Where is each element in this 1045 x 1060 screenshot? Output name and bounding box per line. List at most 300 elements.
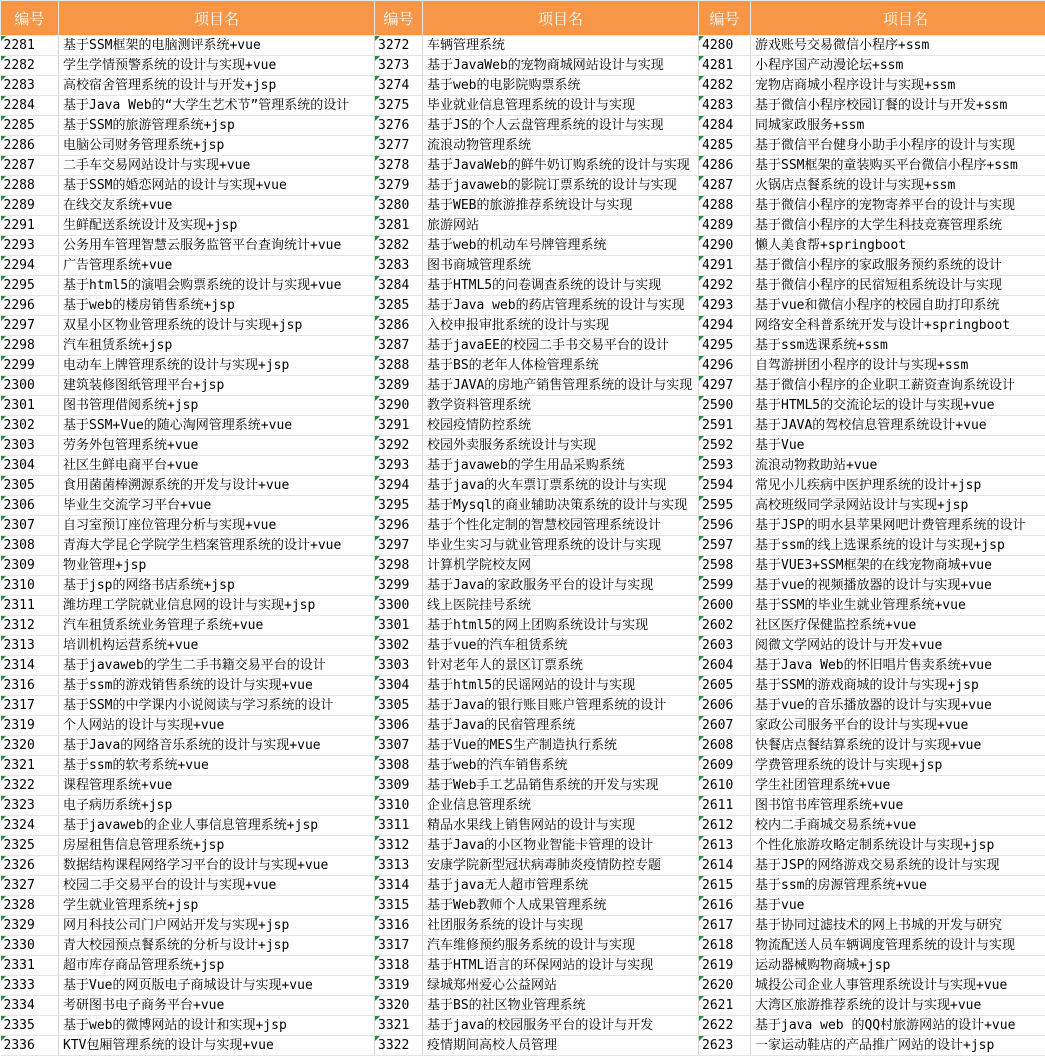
id-cell[interactable]: 2608 [699, 736, 751, 756]
project-name-cell[interactable]: 基于HTML语言的环保网站的设计与实现 [423, 956, 699, 976]
id-cell[interactable]: 4292 [699, 276, 751, 296]
id-cell[interactable]: 4286 [699, 156, 751, 176]
id-cell[interactable]: 2598 [699, 556, 751, 576]
id-cell[interactable]: 2284 [1, 96, 59, 116]
id-cell[interactable]: 2616 [699, 896, 751, 916]
project-name-cell[interactable]: 青大校园预点餐系统的分析与设计+jsp [59, 936, 375, 956]
project-name-cell[interactable]: 网月科技公司门户网站开发与实现+jsp [59, 916, 375, 936]
project-name-cell[interactable]: 基于vue [751, 896, 1045, 916]
id-cell[interactable]: 3306 [375, 716, 423, 736]
project-name-cell[interactable]: 超市库存商品管理系统+jsp [59, 956, 375, 976]
project-name-cell[interactable]: 基于SSM的毕业生就业管理系统+vue [751, 596, 1045, 616]
id-cell[interactable]: 2319 [1, 716, 59, 736]
id-cell[interactable]: 3310 [375, 796, 423, 816]
id-cell[interactable]: 2306 [1, 496, 59, 516]
project-name-cell[interactable]: 电子病历系统+jsp [59, 796, 375, 816]
project-name-cell[interactable]: 基于vue的汽车租赁系统 [423, 636, 699, 656]
project-name-cell[interactable]: 基于个性化定制的智慧校园管理系统设计 [423, 516, 699, 536]
id-cell[interactable]: 2297 [1, 316, 59, 336]
project-name-cell[interactable]: 基于Vue的网页版电子商城设计与实现+vue [59, 976, 375, 996]
id-cell[interactable]: 2329 [1, 916, 59, 936]
id-cell[interactable]: 3295 [375, 496, 423, 516]
id-cell[interactable]: 2289 [1, 196, 59, 216]
id-cell[interactable]: 2618 [699, 936, 751, 956]
project-name-cell[interactable]: 高校班级同学录网站设计与实现+jsp [751, 496, 1045, 516]
id-cell[interactable]: 2281 [1, 36, 59, 56]
id-cell[interactable]: 3272 [375, 36, 423, 56]
id-cell[interactable]: 2302 [1, 416, 59, 436]
project-name-cell[interactable]: 课程管理系统+vue [59, 776, 375, 796]
project-name-cell[interactable]: 火锅店点餐系统的设计与实现+ssm [751, 176, 1045, 196]
project-name-cell[interactable]: 基于javaweb的学生二手书籍交易平台的设计 [59, 656, 375, 676]
id-cell[interactable]: 3303 [375, 656, 423, 676]
id-cell[interactable]: 3318 [375, 956, 423, 976]
project-name-cell[interactable]: 运动器械购物商城+jsp [751, 956, 1045, 976]
project-name-cell[interactable]: 常见小儿疾病中医护理系统的设计+jsp [751, 476, 1045, 496]
project-name-cell[interactable]: 基于SSM的旅游管理系统+jsp [59, 116, 375, 136]
id-cell[interactable]: 4294 [699, 316, 751, 336]
id-cell[interactable]: 2623 [699, 1036, 751, 1056]
project-name-cell[interactable]: 懒人美食帮+springboot [751, 236, 1045, 256]
project-name-cell[interactable]: 基于Web手工艺品销售系统的开发与实现 [423, 776, 699, 796]
project-name-cell[interactable]: 精品水果线上销售网站的设计与实现 [423, 816, 699, 836]
project-name-cell[interactable]: 线上医院挂号系统 [423, 596, 699, 616]
id-cell[interactable]: 3274 [375, 76, 423, 96]
project-name-cell[interactable]: 基于Vue [751, 436, 1045, 456]
project-name-cell[interactable]: 劳务外包管理系统+vue [59, 436, 375, 456]
id-cell[interactable]: 3304 [375, 676, 423, 696]
project-name-cell[interactable]: 基于vue的音乐播放器的设计与实现+vue [751, 696, 1045, 716]
id-cell[interactable]: 3316 [375, 916, 423, 936]
project-name-cell[interactable]: 个人网站的设计与实现+vue [59, 716, 375, 736]
project-name-cell[interactable]: 基于javaweb的影院订票系统的设计与实现 [423, 176, 699, 196]
id-cell[interactable]: 3280 [375, 196, 423, 216]
project-name-cell[interactable]: 二手车交易网站设计与实现+vue [59, 156, 375, 176]
id-cell[interactable]: 3291 [375, 416, 423, 436]
project-name-cell[interactable]: 基于SSM的中学课内小说阅读与学习系统的设计 [59, 696, 375, 716]
project-name-cell[interactable]: 基于JSP的网络游戏交易系统的设计与实现 [751, 856, 1045, 876]
id-cell[interactable]: 3298 [375, 556, 423, 576]
id-cell[interactable]: 4290 [699, 236, 751, 256]
project-name-cell[interactable]: 汽车租赁系统业务管理子系统+vue [59, 616, 375, 636]
project-name-cell[interactable]: 企业信息管理系统 [423, 796, 699, 816]
id-cell[interactable]: 2282 [1, 56, 59, 76]
project-name-cell[interactable]: 校园疫情防控系统 [423, 416, 699, 436]
id-cell[interactable]: 3319 [375, 976, 423, 996]
project-name-cell[interactable]: 基于ssm选课系统+ssm [751, 336, 1045, 356]
id-cell[interactable]: 2285 [1, 116, 59, 136]
id-cell[interactable]: 2314 [1, 656, 59, 676]
id-cell[interactable]: 2293 [1, 236, 59, 256]
id-cell[interactable]: 4295 [699, 336, 751, 356]
project-name-cell[interactable]: 广告管理系统+vue [59, 256, 375, 276]
id-cell[interactable]: 3277 [375, 136, 423, 156]
id-cell[interactable]: 4283 [699, 96, 751, 116]
project-name-cell[interactable]: 基于Java的小区物业智能卡管理的设计 [423, 836, 699, 856]
project-name-cell[interactable]: 房屋租售信息管理系统+jsp [59, 836, 375, 856]
id-cell[interactable]: 2327 [1, 876, 59, 896]
id-cell[interactable]: 3305 [375, 696, 423, 716]
id-cell[interactable]: 2304 [1, 456, 59, 476]
project-name-cell[interactable]: 基于ssm的线上选课系统的设计与实现+jsp [751, 536, 1045, 556]
id-cell[interactable]: 2309 [1, 556, 59, 576]
id-cell[interactable]: 4281 [699, 56, 751, 76]
id-cell[interactable]: 2336 [1, 1036, 59, 1056]
project-name-cell[interactable]: 旅游网站 [423, 216, 699, 236]
project-name-cell[interactable]: 公务用车管理智慧云服务监管平台查询统计+vue [59, 236, 375, 256]
header-id-1[interactable]: 编号 [1, 1, 59, 36]
project-name-cell[interactable]: 基于JAVA的房地产销售管理系统的设计与实现 [423, 376, 699, 396]
id-cell[interactable]: 3308 [375, 756, 423, 776]
project-name-cell[interactable]: 基于javaweb的企业人事信息管理系统+jsp [59, 816, 375, 836]
project-name-cell[interactable]: 基于javaweb的学生用品采购系统 [423, 456, 699, 476]
id-cell[interactable]: 3321 [375, 1016, 423, 1036]
id-cell[interactable]: 2311 [1, 596, 59, 616]
id-cell[interactable]: 3322 [375, 1036, 423, 1056]
project-name-cell[interactable]: 车辆管理系统 [423, 36, 699, 56]
id-cell[interactable]: 2590 [699, 396, 751, 416]
project-name-cell[interactable]: 基于Java的银行账目账户管理系统的设计 [423, 696, 699, 716]
project-name-cell[interactable]: 基于微信小程序校园订餐的设计与开发+ssm [751, 96, 1045, 116]
id-cell[interactable]: 3288 [375, 356, 423, 376]
id-cell[interactable]: 2325 [1, 836, 59, 856]
id-cell[interactable]: 2303 [1, 436, 59, 456]
project-name-cell[interactable]: 阅微文学网站的设计与开发+vue [751, 636, 1045, 656]
project-name-cell[interactable]: 基于web的微博网站的设计和实现+jsp [59, 1016, 375, 1036]
id-cell[interactable]: 3313 [375, 856, 423, 876]
header-name-3[interactable]: 项目名 [751, 1, 1045, 36]
id-cell[interactable]: 3273 [375, 56, 423, 76]
project-name-cell[interactable]: 汽车维修预约服务系统的设计与实现 [423, 936, 699, 956]
project-name-cell[interactable]: 宠物店商城小程序设计与实现+ssm [751, 76, 1045, 96]
project-name-cell[interactable]: 基于微信平台健身小助手小程序的设计与实现 [751, 136, 1045, 156]
id-cell[interactable]: 2294 [1, 256, 59, 276]
project-name-cell[interactable]: 一家运动鞋店的产品推广网站的设计+jsp [751, 1036, 1045, 1056]
id-cell[interactable]: 3311 [375, 816, 423, 836]
id-cell[interactable]: 2305 [1, 476, 59, 496]
id-cell[interactable]: 2326 [1, 856, 59, 876]
project-name-cell[interactable]: 基于web的电影院购票系统 [423, 76, 699, 96]
id-cell[interactable]: 2335 [1, 1016, 59, 1036]
project-name-cell[interactable]: 入校申报审批系统的设计与实现 [423, 316, 699, 336]
project-name-cell[interactable]: 基于javaEE的校园二手书交易平台的设计 [423, 336, 699, 356]
id-cell[interactable]: 2301 [1, 396, 59, 416]
id-cell[interactable]: 2283 [1, 76, 59, 96]
id-cell[interactable]: 2604 [699, 656, 751, 676]
id-cell[interactable]: 2330 [1, 936, 59, 956]
id-cell[interactable]: 4280 [699, 36, 751, 56]
id-cell[interactable]: 2617 [699, 916, 751, 936]
id-cell[interactable]: 3312 [375, 836, 423, 856]
id-cell[interactable]: 2619 [699, 956, 751, 976]
project-name-cell[interactable]: 快餐店点餐结算系统的设计与实现+vue [751, 736, 1045, 756]
project-name-cell[interactable]: 网络安全科普系统开发与设计+springboot [751, 316, 1045, 336]
id-cell[interactable]: 2331 [1, 956, 59, 976]
id-cell[interactable]: 3289 [375, 376, 423, 396]
id-cell[interactable]: 3285 [375, 296, 423, 316]
project-name-cell[interactable]: 基于Vue的MES生产制造执行系统 [423, 736, 699, 756]
id-cell[interactable]: 2300 [1, 376, 59, 396]
project-name-cell[interactable]: 数据结构课程网络学习平台的设计与实现+vue [59, 856, 375, 876]
project-name-cell[interactable]: 计算机学院校友网 [423, 556, 699, 576]
project-name-cell[interactable]: 汽车租赁系统+jsp [59, 336, 375, 356]
project-name-cell[interactable]: 培训机构运营系统+vue [59, 636, 375, 656]
id-cell[interactable]: 2600 [699, 596, 751, 616]
id-cell[interactable]: 3320 [375, 996, 423, 1016]
header-id-2[interactable]: 编号 [375, 1, 423, 36]
id-cell[interactable]: 3317 [375, 936, 423, 956]
project-name-cell[interactable]: 基于SSM+Vue的随心淘网管理系统+vue [59, 416, 375, 436]
id-cell[interactable]: 2287 [1, 156, 59, 176]
project-name-cell[interactable]: 基于微信小程序的民宿短租系统设计与实现 [751, 276, 1045, 296]
project-name-cell[interactable]: 基于Java web的药店管理系统的设计与实现 [423, 296, 699, 316]
project-name-cell[interactable]: 基于SSM框架的童装购买平台微信小程序+ssm [751, 156, 1045, 176]
id-cell[interactable]: 3300 [375, 596, 423, 616]
project-name-cell[interactable]: 基于JavaWeb的宠物商城网站设计与实现 [423, 56, 699, 76]
id-cell[interactable]: 2612 [699, 816, 751, 836]
id-cell[interactable]: 3278 [375, 156, 423, 176]
project-name-cell[interactable]: 同城家政服务+ssm [751, 116, 1045, 136]
id-cell[interactable]: 2593 [699, 456, 751, 476]
id-cell[interactable]: 2603 [699, 636, 751, 656]
id-cell[interactable]: 3302 [375, 636, 423, 656]
id-cell[interactable]: 2602 [699, 616, 751, 636]
project-name-cell[interactable]: 建筑装修图纸管理平台+jsp [59, 376, 375, 396]
project-name-cell[interactable]: 基于html5的民谣网站的设计与实现 [423, 676, 699, 696]
id-cell[interactable]: 2591 [699, 416, 751, 436]
project-name-cell[interactable]: 游戏账号交易微信小程序+ssm [751, 36, 1045, 56]
project-name-cell[interactable]: 图书商城管理系统 [423, 256, 699, 276]
project-name-cell[interactable]: 基于WEB的旅游推荐系统设计与实现 [423, 196, 699, 216]
id-cell[interactable]: 2607 [699, 716, 751, 736]
id-cell[interactable]: 4288 [699, 196, 751, 216]
project-name-cell[interactable]: 物流配送人员车辆调度管理系统的设计与实现 [751, 936, 1045, 956]
id-cell[interactable]: 2605 [699, 676, 751, 696]
project-name-cell[interactable]: 基于web的汽车销售系统 [423, 756, 699, 776]
id-cell[interactable]: 3290 [375, 396, 423, 416]
id-cell[interactable]: 2323 [1, 796, 59, 816]
id-cell[interactable]: 2614 [699, 856, 751, 876]
id-cell[interactable]: 2307 [1, 516, 59, 536]
id-cell[interactable]: 3293 [375, 456, 423, 476]
project-name-cell[interactable]: 基于HTML5的交流论坛的设计与实现+vue [751, 396, 1045, 416]
project-name-cell[interactable]: 基于Web教师个人成果管理系统 [423, 896, 699, 916]
id-cell[interactable]: 3275 [375, 96, 423, 116]
id-cell[interactable]: 2610 [699, 776, 751, 796]
id-cell[interactable]: 2333 [1, 976, 59, 996]
project-name-cell[interactable]: 绿城郑州爱心公益网站 [423, 976, 699, 996]
id-cell[interactable]: 3309 [375, 776, 423, 796]
project-name-cell[interactable]: 基于ssm的软考系统+vue [59, 756, 375, 776]
id-cell[interactable]: 2621 [699, 996, 751, 1016]
project-name-cell[interactable]: 基于JavaWeb的鲜牛奶订购系统的设计与实现 [423, 156, 699, 176]
id-cell[interactable]: 3301 [375, 616, 423, 636]
id-cell[interactable]: 2599 [699, 576, 751, 596]
project-name-cell[interactable]: 基于ssm的房源管理系统+vue [751, 876, 1045, 896]
project-name-cell[interactable]: 青海大学昆仑学院学生档案管理系统的设计+vue [59, 536, 375, 556]
project-name-cell[interactable]: 社区生鲜电商平台+vue [59, 456, 375, 476]
id-cell[interactable]: 3294 [375, 476, 423, 496]
id-cell[interactable]: 2286 [1, 136, 59, 156]
project-name-cell[interactable]: 基于Java Web的怀旧唱片售卖系统+vue [751, 656, 1045, 676]
project-name-cell[interactable]: 校园外卖服务系统设计与实现 [423, 436, 699, 456]
project-name-cell[interactable]: 自驾游拼团小程序的设计与实现+ssm [751, 356, 1045, 376]
project-name-cell[interactable]: 基于java无人超市管理系统 [423, 876, 699, 896]
id-cell[interactable]: 4287 [699, 176, 751, 196]
id-cell[interactable]: 2597 [699, 536, 751, 556]
id-cell[interactable]: 2324 [1, 816, 59, 836]
project-name-cell[interactable]: 电动车上牌管理系统的设计与实现+jsp [59, 356, 375, 376]
id-cell[interactable]: 3296 [375, 516, 423, 536]
id-cell[interactable]: 2298 [1, 336, 59, 356]
project-name-cell[interactable]: 电脑公司财务管理系统+jsp [59, 136, 375, 156]
id-cell[interactable]: 2313 [1, 636, 59, 656]
project-name-cell[interactable]: 大湾区旅游推荐系统的设计与实现+vue [751, 996, 1045, 1016]
id-cell[interactable]: 3286 [375, 316, 423, 336]
id-cell[interactable]: 2322 [1, 776, 59, 796]
project-name-cell[interactable]: 学生社团管理系统+vue [751, 776, 1045, 796]
project-name-cell[interactable]: 城投公司企业人事管理系统设计与实现+vue [751, 976, 1045, 996]
id-cell[interactable]: 4293 [699, 296, 751, 316]
id-cell[interactable]: 2316 [1, 676, 59, 696]
project-name-cell[interactable]: 基于JS的个人云盘管理系统的设计与实现 [423, 116, 699, 136]
project-name-cell[interactable]: 基于VUE3+SSM框架的在线宠物商城+vue [751, 556, 1045, 576]
id-cell[interactable]: 2310 [1, 576, 59, 596]
project-name-cell[interactable]: 图书管理借阅系统+jsp [59, 396, 375, 416]
project-name-cell[interactable]: 生鲜配送系统设计及实现+jsp [59, 216, 375, 236]
project-name-cell[interactable]: 考研图书电子商务平台+vue [59, 996, 375, 1016]
id-cell[interactable]: 2622 [699, 1016, 751, 1036]
project-name-cell[interactable]: 流浪动物管理系统 [423, 136, 699, 156]
project-name-cell[interactable]: 基于web的楼房销售系统+jsp [59, 296, 375, 316]
project-name-cell[interactable]: 基于微信小程序的大学生科技竞赛管理系统 [751, 216, 1045, 236]
header-name-1[interactable]: 项目名 [59, 1, 375, 36]
id-cell[interactable]: 3307 [375, 736, 423, 756]
id-cell[interactable]: 4282 [699, 76, 751, 96]
id-cell[interactable]: 3292 [375, 436, 423, 456]
project-name-cell[interactable]: 基于Java Web的“大学生艺术节”管理系统的设计 [59, 96, 375, 116]
project-name-cell[interactable]: 基于微信小程序的企业职工薪资查询系统设计 [751, 376, 1045, 396]
id-cell[interactable]: 2308 [1, 536, 59, 556]
project-name-cell[interactable]: 疫情期间高校人员管理 [423, 1036, 699, 1056]
id-cell[interactable]: 4289 [699, 216, 751, 236]
id-cell[interactable]: 3284 [375, 276, 423, 296]
project-name-cell[interactable]: 基于Java的民宿管理系统 [423, 716, 699, 736]
id-cell[interactable]: 2615 [699, 876, 751, 896]
id-cell[interactable]: 2312 [1, 616, 59, 636]
id-cell[interactable]: 2613 [699, 836, 751, 856]
project-name-cell[interactable]: 基于vue的视频播放器的设计与实现+vue [751, 576, 1045, 596]
project-name-cell[interactable]: 基于ssm的游戏销售系统的设计与实现+vue [59, 676, 375, 696]
id-cell[interactable]: 4284 [699, 116, 751, 136]
id-cell[interactable]: 2334 [1, 996, 59, 1016]
project-name-cell[interactable]: 学费管理系统的设计与实现+jsp [751, 756, 1045, 776]
project-name-cell[interactable]: 学生学情预警系统的设计与实现+vue [59, 56, 375, 76]
id-cell[interactable]: 2288 [1, 176, 59, 196]
project-name-cell[interactable]: 基于BS的社区物业管理系统 [423, 996, 699, 1016]
project-name-cell[interactable]: 基于html5的网上团购系统设计与实现 [423, 616, 699, 636]
project-name-cell[interactable]: 高校宿舍管理系统的设计与开发+jsp [59, 76, 375, 96]
project-name-cell[interactable]: 基于HTML5的问卷调查系统的设计与实现 [423, 276, 699, 296]
id-cell[interactable]: 4296 [699, 356, 751, 376]
project-name-cell[interactable]: 基于Java的网络音乐系统的设计与实现+vue [59, 736, 375, 756]
project-name-cell[interactable]: 基于vue和微信小程序的校园自助打印系统 [751, 296, 1045, 316]
project-name-cell[interactable]: 基于Mysql的商业辅助决策系统的设计与实现 [423, 496, 699, 516]
id-cell[interactable]: 3297 [375, 536, 423, 556]
id-cell[interactable]: 2595 [699, 496, 751, 516]
id-cell[interactable]: 2594 [699, 476, 751, 496]
project-name-cell[interactable]: 基于JAVA的驾校信息管理系统设计+vue [751, 416, 1045, 436]
id-cell[interactable]: 2606 [699, 696, 751, 716]
project-name-cell[interactable]: 基于BS的老年人体检管理系统 [423, 356, 699, 376]
project-name-cell[interactable]: 基于java web 的QQ村旅游网站的设计+vue [751, 1016, 1045, 1036]
project-name-cell[interactable]: 毕业生交流学习平台+vue [59, 496, 375, 516]
project-name-cell[interactable]: 基于java的校园服务平台的设计与开发 [423, 1016, 699, 1036]
id-cell[interactable]: 4291 [699, 256, 751, 276]
id-cell[interactable]: 3283 [375, 256, 423, 276]
id-cell[interactable]: 2321 [1, 756, 59, 776]
project-name-cell[interactable]: 毕业就业信息管理系统的设计与实现 [423, 96, 699, 116]
project-name-cell[interactable]: 基于SSM的游戏商城的设计与实现+jsp [751, 676, 1045, 696]
project-name-cell[interactable]: KTV包厢管理系统的设计与实现+vue [59, 1036, 375, 1056]
id-cell[interactable]: 2620 [699, 976, 751, 996]
id-cell[interactable]: 2328 [1, 896, 59, 916]
id-cell[interactable]: 2296 [1, 296, 59, 316]
project-name-cell[interactable]: 社团服务系统的设计与实现 [423, 916, 699, 936]
header-id-3[interactable]: 编号 [699, 1, 751, 36]
project-name-cell[interactable]: 自习室预订座位管理分析与实现+vue [59, 516, 375, 536]
project-name-cell[interactable]: 基于web的机动车号牌管理系统 [423, 236, 699, 256]
project-name-cell[interactable]: 基于Java的家政服务平台的设计与实现 [423, 576, 699, 596]
project-name-cell[interactable]: 在线交友系统+vue [59, 196, 375, 216]
project-name-cell[interactable]: 流浪动物救助站+vue [751, 456, 1045, 476]
id-cell[interactable]: 2596 [699, 516, 751, 536]
project-name-cell[interactable]: 基于协同过滤技术的网上书城的开发与研究 [751, 916, 1045, 936]
project-name-cell[interactable]: 针对老年人的景区订票系统 [423, 656, 699, 676]
header-name-2[interactable]: 项目名 [423, 1, 699, 36]
project-name-cell[interactable]: 双星小区物业管理系统的设计与实现+jsp [59, 316, 375, 336]
project-name-cell[interactable]: 物业管理+jsp [59, 556, 375, 576]
project-name-cell[interactable]: 食用菌菌棒溯源系统的开发与设计+vue [59, 476, 375, 496]
id-cell[interactable]: 4297 [699, 376, 751, 396]
id-cell[interactable]: 4285 [699, 136, 751, 156]
project-name-cell[interactable]: 校内二手商城交易系统+vue [751, 816, 1045, 836]
project-name-cell[interactable]: 基于JSP的明水县苹果网吧计费管理系统的设计 [751, 516, 1045, 536]
project-name-cell[interactable]: 教学资料管理系统 [423, 396, 699, 416]
project-name-cell[interactable]: 图书馆书库管理系统+vue [751, 796, 1045, 816]
project-name-cell[interactable]: 基于java的火车票订票系统的设计与实现 [423, 476, 699, 496]
id-cell[interactable]: 2291 [1, 216, 59, 236]
project-name-cell[interactable]: 校园二手交易平台的设计与实现+vue [59, 876, 375, 896]
project-name-cell[interactable]: 基于SSM框架的电脑测评系统+vue [59, 36, 375, 56]
id-cell[interactable]: 2592 [699, 436, 751, 456]
project-name-cell[interactable]: 小程序国产动漫论坛+ssm [751, 56, 1045, 76]
id-cell[interactable]: 3315 [375, 896, 423, 916]
id-cell[interactable]: 3287 [375, 336, 423, 356]
id-cell[interactable]: 2299 [1, 356, 59, 376]
id-cell[interactable]: 3282 [375, 236, 423, 256]
project-name-cell[interactable]: 学生就业管理系统+jsp [59, 896, 375, 916]
project-name-cell[interactable]: 基于SSM的婚恋网站的设计与实现+vue [59, 176, 375, 196]
project-name-cell[interactable]: 毕业生实习与就业管理系统的设计与实现 [423, 536, 699, 556]
project-name-cell[interactable]: 基于微信小程序的宠物寄养平台的设计与实现 [751, 196, 1045, 216]
project-name-cell[interactable]: 安康学院新型冠状病毒肺炎疫情防控专题 [423, 856, 699, 876]
project-name-cell[interactable]: 家政公司服务平台的设计与实现+vue [751, 716, 1045, 736]
project-name-cell[interactable]: 基于jsp的网络书店系统+jsp [59, 576, 375, 596]
project-name-cell[interactable]: 基于html5的演唱会购票系统的设计与实现+vue [59, 276, 375, 296]
project-name-cell[interactable]: 社区医疗保健监控系统+vue [751, 616, 1045, 636]
project-name-cell[interactable]: 基于微信小程序的家政服务预约系统的设计 [751, 256, 1045, 276]
